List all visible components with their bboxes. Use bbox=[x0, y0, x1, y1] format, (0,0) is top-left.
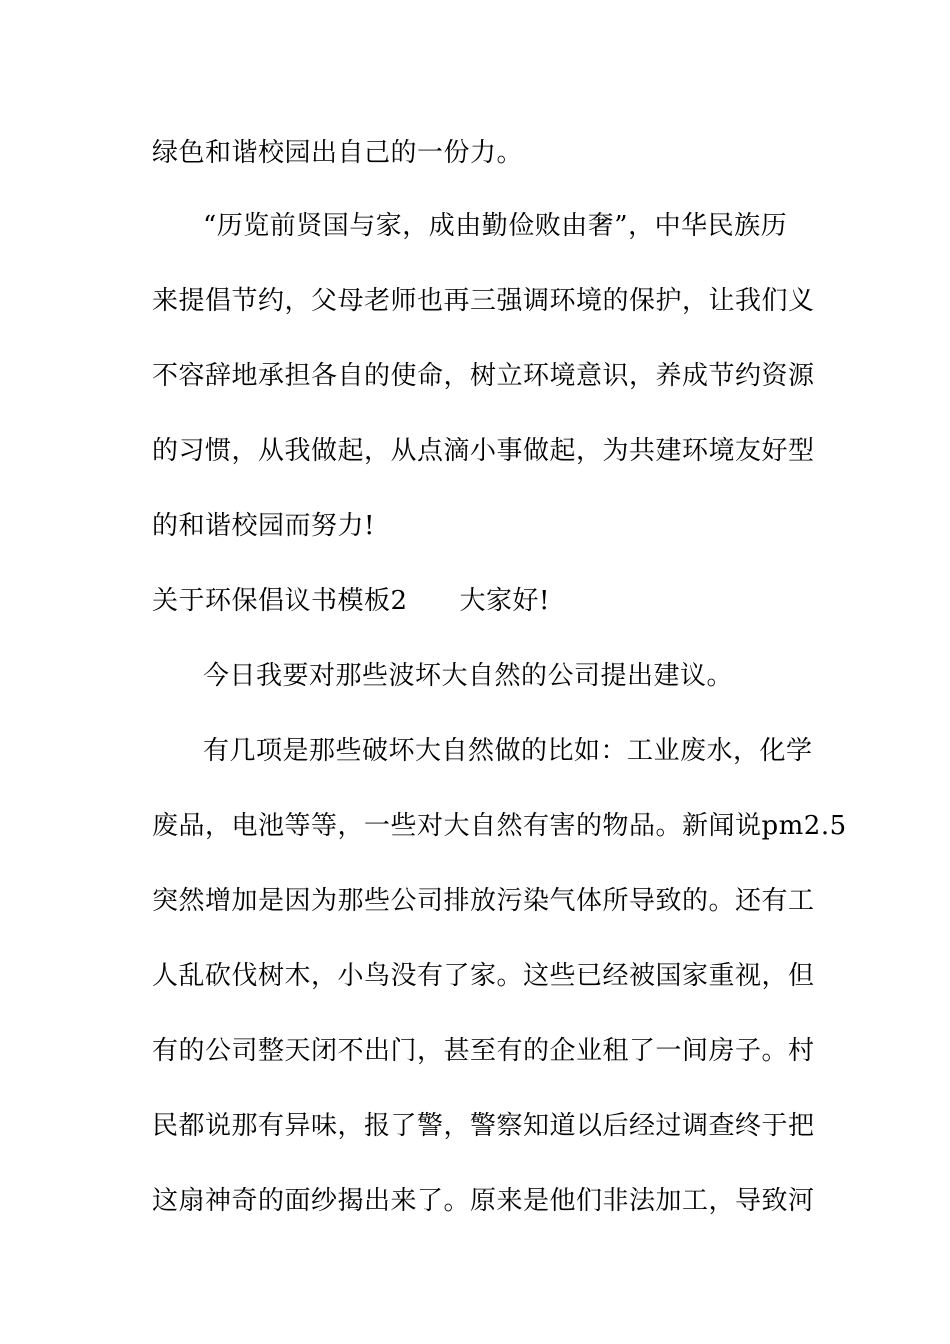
paragraph-line: 民都说那有异味，报了警，警察知道以后经过调查终于把 bbox=[152, 1111, 815, 1141]
paragraph-line: 这扇神奇的面纱揭出来了。原来是他们非法加工，导致河 bbox=[152, 1186, 815, 1216]
heading-greeting: 大家好! bbox=[459, 586, 550, 616]
paragraph-line: “历览前贤国与家，成由勤俭败由奢”，中华民族历 bbox=[203, 211, 788, 241]
section-heading bbox=[152, 586, 550, 616]
paragraph-line: 有几项是那些破坏大自然做的比如：工业废水，化学 bbox=[203, 736, 813, 766]
paragraph-line: 废品，电池等等，一些对大自然有害的物品。新闻说pm2.5 bbox=[152, 811, 847, 841]
paragraph-line: 绿色和谐校园出自己的一份力。 bbox=[152, 138, 524, 168]
paragraph-line: 不容辞地承担各自的使命，树立环境意识，养成节约资源 bbox=[152, 361, 815, 391]
paragraph-line: 的和谐校园而努力! bbox=[152, 511, 375, 541]
paragraph-line: 今日我要对那些波坏大自然的公司提出建议。 bbox=[203, 661, 734, 691]
paragraph-line: 来提倡节约，父母老师也再三强调环境的保护，让我们义 bbox=[152, 286, 815, 316]
paragraph-line: 突然增加是因为那些公司排放污染气体所导致的。还有工 bbox=[152, 886, 815, 916]
paragraph-line: 人乱砍伐树木，小鸟没有了家。这些已经被国家重视，但 bbox=[152, 961, 815, 991]
paragraph-line: 的习惯，从我做起，从点滴小事做起，为共建环境友好型 bbox=[152, 436, 815, 466]
paragraph-line: 有的公司整天闭不出门，甚至有的企业租了一间房子。村 bbox=[152, 1036, 815, 1066]
heading-title: 关于环保倡议书模板2 bbox=[152, 586, 408, 616]
